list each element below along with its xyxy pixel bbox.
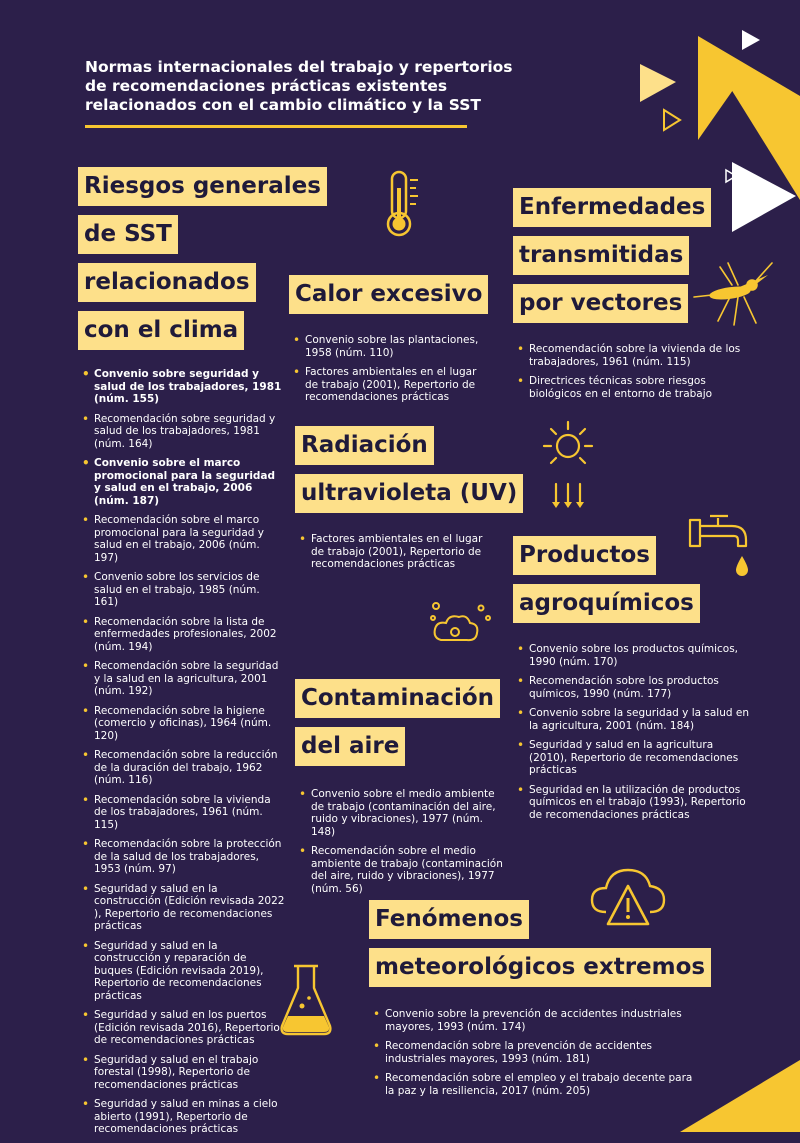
section-heading: Calor excesivo (289, 275, 488, 314)
list-contaminacion (297, 788, 507, 902)
list-item: • Convenio sobre la prevención de accidentes industriales mayores, 1993 (núm. 174) (371, 1008, 701, 1033)
section-heading: meteorológicos extremos (369, 948, 711, 987)
list-item: • Recomendación sobre el marco promocional para la seguridad y salud en el trabajo, 2006 (núm. 197) (80, 514, 285, 564)
list-item: • Convenio sobre la seguridad y la salud en la agricultura, 2001 (núm. 184) (515, 707, 750, 732)
list-item: • Seguridad y salud en los puertos (Edición revisada 2016), Repertorio de recomendaciones prácticas (80, 1009, 285, 1047)
title-underline (85, 125, 467, 128)
list-fenomenos (371, 1008, 701, 1104)
list-item: • Recomendación sobre la reducción de la duración del trabajo, 1962 (núm. 116) (80, 749, 285, 787)
list-item: • Seguridad y salud en el trabajo forestal (1998), Repertorio de recomendaciones prácticas (80, 1054, 285, 1092)
flask-icon (278, 960, 334, 1040)
list-item: • Recomendación sobre los productos químicos, 1990 (núm. 177) (515, 675, 750, 700)
list-item: • Convenio sobre el marco promocional para la seguridad y salud en el trabajo, 2006 (núm. 187) (80, 457, 285, 507)
section-heading: de SST (78, 215, 178, 254)
thermometer-icon (382, 168, 424, 240)
section-heading: Fenómenos (369, 900, 529, 939)
list-item: • Seguridad y salud en la construcción y reparación de buques (Edición revisada 2019), Repertorio de recomendaciones prácticas (80, 940, 285, 1003)
list-item: • Seguridad y salud en la agricultura (2010), Repertorio de recomendaciones prácticas (515, 739, 750, 777)
list-item: • Seguridad y salud en la construcción (Edición revisada 2022 ), Repertorio de recomendaciones prácticas (80, 883, 285, 933)
list-riesgos (80, 368, 285, 1143)
list-item: • Recomendación sobre la vivienda de los trabajadores, 1961 (núm. 115) (80, 794, 285, 832)
section-fenomenos-extremos (369, 900, 711, 996)
list-item: • Factores ambientales en el lugar de trabajo (2001), Repertorio de recomendaciones prácticas (297, 533, 492, 571)
sun-icon (537, 418, 599, 514)
section-productos-agroquimicos (513, 536, 700, 632)
section-heading: del aire (295, 727, 405, 766)
list-item: • Recomendación sobre la lista de enfermedades profesionales, 2002 (núm. 194) (80, 616, 285, 654)
list-item: • Convenio sobre los productos químicos, 1990 (núm. 170) (515, 643, 750, 668)
list-item: • Convenio sobre el medio ambiente de trabajo (contaminación del aire, ruido y vibraciones), 1977 (núm. 148) (297, 788, 507, 838)
list-item: • Recomendación sobre la higiene (comercio y oficinas), 1964 (núm. 120) (80, 705, 285, 743)
section-heading: por vectores (513, 284, 688, 323)
section-enfermedades-vectores (513, 188, 711, 332)
list-item: • Convenio sobre los servicios de salud en el trabajo, 1985 (núm. 161) (80, 571, 285, 609)
list-calor (291, 334, 486, 411)
list-item: • Recomendación sobre seguridad y salud de los trabajadores, 1981 (núm. 164) (80, 413, 285, 451)
list-radiacion (297, 533, 492, 578)
list-vectores (515, 343, 745, 407)
list-item: • Recomendación sobre la seguridad y la salud en la agricultura, 2001 (núm. 192) (80, 660, 285, 698)
section-heading: con el clima (78, 311, 244, 350)
list-item: • Recomendación sobre la prevención de accidentes industriales mayores, 1993 (núm. 181) (371, 1040, 701, 1065)
section-heading: Radiación (295, 426, 434, 465)
list-agroquimicos (515, 643, 750, 828)
section-heading: transmitidas (513, 236, 689, 275)
smoke-cloud-icon (425, 596, 495, 656)
list-item: • Convenio sobre seguridad y salud de los trabajadores, 1981 (núm. 155) (80, 368, 285, 406)
section-contaminacion-aire (295, 679, 500, 775)
list-item: • Directrices técnicas sobre riesgos biológicos en el entorno de trabajo (515, 375, 745, 400)
list-item: • Recomendación sobre la vivienda de los trabajadores, 1961 (núm. 115) (515, 343, 745, 368)
section-heading: Productos (513, 536, 656, 575)
section-heading: agroquímicos (513, 584, 700, 623)
list-item: • Seguridad y salud en minas a cielo abierto (1991), Repertorio de recomendaciones prácticas (80, 1098, 285, 1136)
list-item: • Recomendación sobre el medio ambiente de trabajo (contaminación del aire, ruido y vibraciones), 1977 (núm. 56) (297, 845, 507, 895)
section-calor-excesivo (289, 275, 488, 323)
list-item: • Factores ambientales en el lugar de trabajo (2001), Repertorio de recomendaciones prácticas (291, 366, 486, 404)
section-heading: relacionados (78, 263, 256, 302)
section-radiacion-uv (295, 426, 523, 522)
section-heading: Enfermedades (513, 188, 711, 227)
list-item: • Seguridad en la utilización de productos químicos en el trabajo (1993), Repertorio de recomendaciones prácticas (515, 784, 750, 822)
list-item: • Recomendación sobre el empleo y el trabajo decente para la paz y la resiliencia, 2017 (núm. 205) (371, 1072, 701, 1097)
section-heading: ultravioleta (UV) (295, 474, 523, 513)
section-heading: Contaminación (295, 679, 500, 718)
section-heading: Riesgos generales (78, 167, 327, 206)
page-title: Normas internacionales del trabajo y repertorios de recomendaciones prácticas existentes relacionados con el cambio climático y la SST (85, 58, 513, 114)
section-riesgos-generales (78, 167, 327, 359)
mosquito-icon (690, 255, 776, 327)
list-item: • Convenio sobre las plantaciones, 1958 (núm. 110) (291, 334, 486, 359)
list-item: • Recomendación sobre la protección de la salud de los trabajadores, 1953 (núm. 97) (80, 838, 285, 876)
